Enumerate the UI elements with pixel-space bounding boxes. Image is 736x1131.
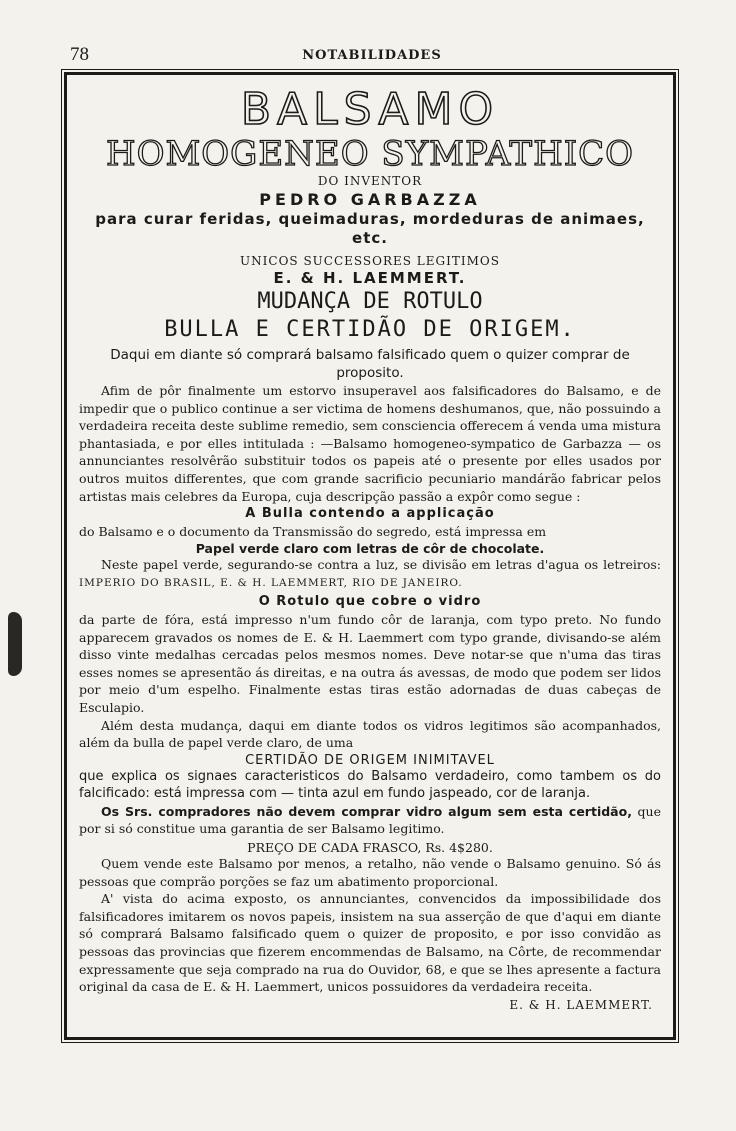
paragraph-papel [79,556,661,593]
rotulo-subheading: O Rotulo que cobre o vidro [258,593,482,609]
page-header [62,44,682,68]
purpose-line: para curar feridas, queimaduras, mordeduras de animaes, etc. [95,210,645,247]
letreiros-caps: IMPERIO DO BRASIL, E. & H. LAEMMERT, RIO DE JANEIRO. [79,577,463,590]
price-line: PREÇO DE CADA FRASCO, Rs. 4$280. [247,840,493,856]
paragraph-papel-text: Neste papel verde, segurando-se contra a luz, se divisão em letras d'agua os letreiros: [101,556,661,572]
paragraph-rotulo: da parte de fóra, está impresso n'um fundo côr de laranja, com typo preto. No fundo apparecem gravados os nomes de E. & H. Laemmert com typo grande, divisando-se além disso vinte medalhas cercadas pelos mesmos nomes. Deve notar-se que n'uma das tiras esses nomes se apresentão ás direitas, e na outra ás avessas, de modo que podem ser lidos por meio d'um espelho. Finalmente estas tiras estão adornadas de duas cabeças de Esculapio. [79,611,661,715]
page-number: 78 [70,44,89,65]
mudanca-heading: MUDANÇA DE ROTULO [257,289,483,314]
paragraph-afim: Afim de pôr finalmente um estorvo insuperavel aos falsificadores do Balsamo, e de impedir que o publico continue a ser victima de homens deshumanos, que, não possuindo a verdadeira receita deste sublime remedio, sem consciencia offerecem á venda uma mistura phantasiada, e por elles intitulada : —Balsamo homogeneo-sympatico de Garbazza — os annunciantes resolvêrão substituir todos os papeis até o presente por elles usados por outros muitos differentes, que com grande sacrificio pecuniario mandárão fabricar pelos artistas mais celebres da Europa, cuja descripção passão a expôr como segue : [79,383,661,504]
paragraph-bulla: do Balsamo e o documento da Transmissão do segredo, está impressa em [79,524,547,540]
daqui-line: Daqui em diante só comprará balsamo falsificado quem o quizer comprar de proposito. [110,347,630,381]
advertisement-content [79,83,661,1012]
page-edge-blot [8,612,22,676]
unicos-line: UNICOS SUCCESSORES LEGITIMOS [240,254,500,268]
paragraph-warning [79,803,661,838]
signature: E. & H. LAEMMERT. [509,997,653,1012]
successors-name: E. & H. LAEMMERT. [273,269,467,287]
do-inventor-line: DO INVENTOR [317,174,423,188]
paragraph-quem: Quem vende este Balsamo por menos, a retalho, não vende o Balsamo genuino. Só ás pessoas que comprão porções se faz um abatimento proporcional. [79,856,661,889]
ad-title: BALSAMO [240,84,500,135]
paragraph-alem: Além desta mudança, daqui em diante todos os vidros legitimos são acompanhados, além da bulla de papel verde claro, de uma [79,717,661,751]
warning-bold: Os Srs. compradores não devem comprar vidro algum sem esta certidão, [101,803,632,819]
certidao-text: que explica os signaes caracteristicos do Balsamo verdadeiro, como tambem os do falcificado: está impressa com — tinta azul em fundo jaspeado, cor de laranja. [79,768,661,802]
ad-subtitle: HOMOGENEO SYMPATHICO [105,134,635,174]
paragraph-vista: A' vista do acima exposto, os annunciantes, convencidos da impossibilidade dos falsificadores imitarem os novos papeis, insistem na sua asserção de que d'aqui em diante só comprará Balsamo falsificado quem o quizer de proposito, e por isso convidão as pessoas das provincias que fizerem encommendas de Balsamo, na Côrte, de recommendar expressamente que seja comprado na rua do Ouvidor, 68, e que se lhes apresente a factura original da casa de E. & H. Laemmert, unicos possuidores da verdadeira receita. [79,891,661,995]
running-head: NOTABILIDADES [302,48,442,63]
warning-rest: que por si só constitue uma garantia de ser Balsamo legitimo. [79,803,661,837]
certidao-heading: CERTIDÃO DE ORIGEM INIMITAVEL [245,752,495,768]
papel-verde-line: Papel verde claro com letras de côr de chocolate. [195,540,545,556]
advertisement-box [64,72,676,1040]
inventor-name: PEDRO GARBAZZA [259,190,481,209]
bulla-heading: BULLA E CERTIDÃO DE ORIGEM. [164,317,576,342]
bulla-subheading: A Bulla contendo a applicação [245,506,495,522]
